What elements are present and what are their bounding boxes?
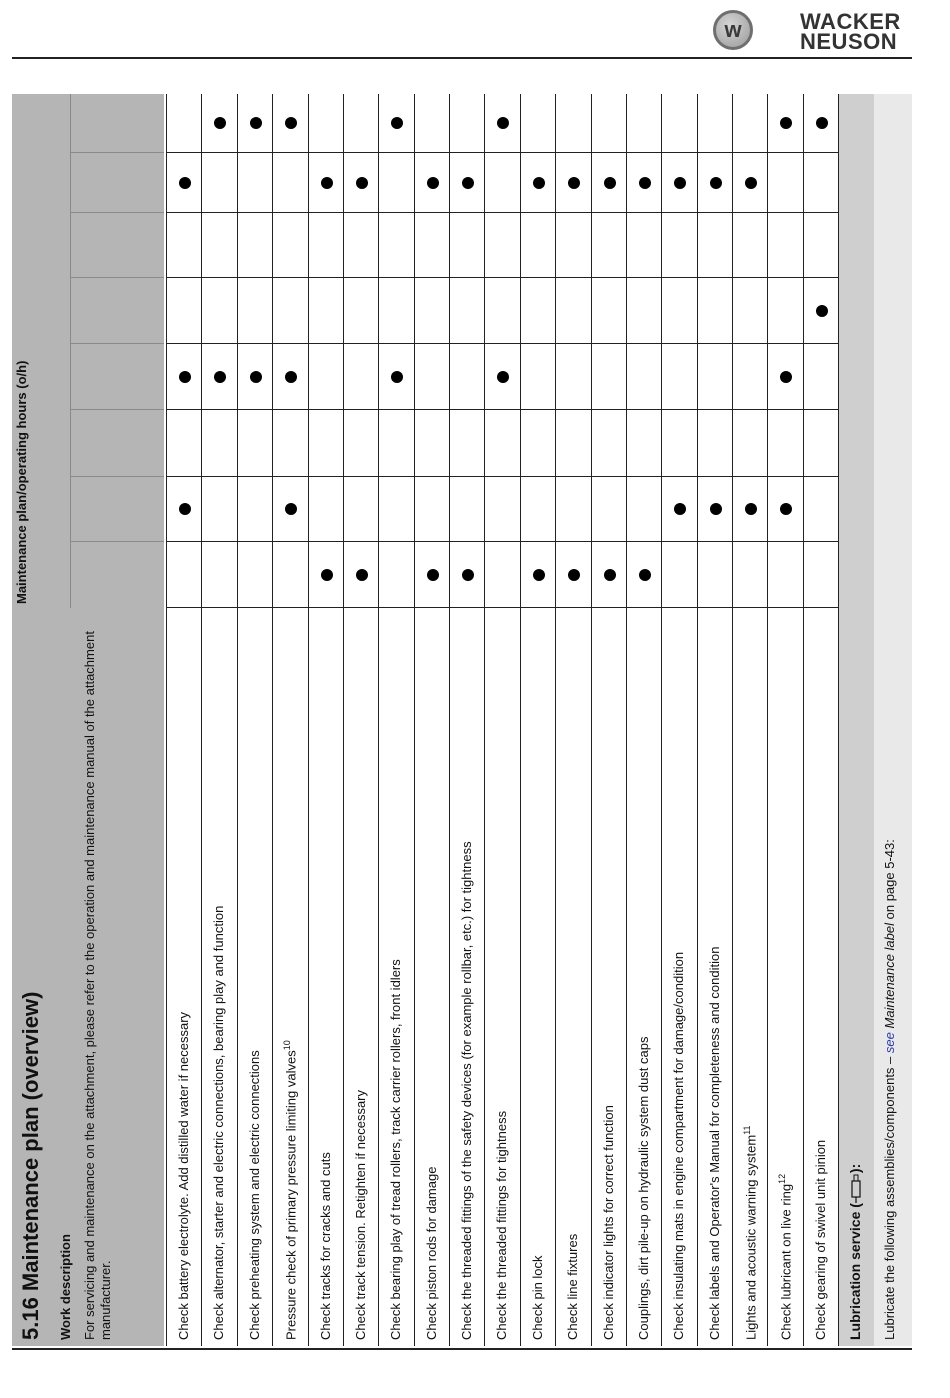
- table-row: [767, 94, 803, 1346]
- column-divider: [309, 152, 344, 153]
- column-divider: [521, 409, 556, 410]
- interval-dot: [816, 118, 828, 130]
- header-divider: [70, 94, 71, 608]
- column-divider: [202, 541, 238, 542]
- interval-dot: [533, 569, 545, 581]
- row-text: Check pin lock: [530, 1255, 545, 1340]
- interval-dot: [285, 504, 297, 516]
- column-divider: [698, 476, 733, 477]
- column-divider: [450, 476, 485, 477]
- column-divider: [521, 277, 556, 278]
- interval-dot: [780, 504, 792, 516]
- column-divider: [273, 152, 309, 153]
- column-divider: [273, 541, 309, 542]
- lubrication-text-after: on page 5-43:: [882, 839, 897, 923]
- row-text: Lights and acoustic warning system: [743, 1134, 759, 1340]
- lubrication-instruction: [874, 94, 912, 1346]
- bottom-rule: [12, 1348, 912, 1350]
- interval-dot: [285, 118, 297, 130]
- column-divider: [273, 607, 309, 608]
- column-divider: [309, 476, 344, 477]
- column-divider: [733, 541, 768, 542]
- row-description: [318, 620, 333, 1340]
- table-row: [732, 94, 767, 1346]
- column-divider: [768, 212, 804, 213]
- interval-dot: [427, 569, 439, 581]
- column-divider: [379, 409, 415, 410]
- row-description: [565, 620, 580, 1340]
- column-divider: [733, 607, 768, 608]
- column-divider: [202, 277, 238, 278]
- column-divider: [415, 541, 450, 542]
- section-title: 5.16 Maintenance plan (overview): [18, 991, 43, 1340]
- table-row: [201, 94, 237, 1346]
- table-row: [803, 94, 838, 1346]
- row-text: Check piston rods for damage: [424, 1166, 439, 1340]
- interval-dot: [250, 118, 262, 130]
- wacker-neuson-logo-icon: w: [713, 10, 753, 50]
- row-text: Pressure check of primary pressure limiting valves: [283, 1050, 299, 1340]
- table-row: [591, 94, 626, 1346]
- column-divider: [627, 607, 662, 608]
- table-row: [378, 94, 414, 1346]
- row-description: [247, 620, 262, 1340]
- table-row: [661, 94, 697, 1346]
- column-divider: [415, 607, 450, 608]
- column-divider: [415, 212, 450, 213]
- attachment-note: For servicing and maintenance on the attachment, please refer to the operation and maintenance manual of the attachment manufacturer.: [82, 631, 113, 1340]
- column-divider: [556, 212, 592, 213]
- column-divider: [485, 476, 521, 477]
- column-divider: [592, 277, 627, 278]
- interval-dot: [179, 177, 191, 189]
- column-divider: [627, 277, 662, 278]
- column-divider: [662, 476, 698, 477]
- column-divider: [450, 343, 485, 344]
- column-divider: [698, 277, 733, 278]
- column-divider: [379, 212, 415, 213]
- column-divider: [309, 212, 344, 213]
- interval-dot: [321, 177, 333, 189]
- column-divider: [202, 152, 238, 153]
- column-divider: [592, 152, 627, 153]
- column-divider: [662, 212, 698, 213]
- column-divider: [592, 343, 627, 344]
- column-divider: [662, 409, 698, 410]
- row-text: Check tracks for cracks and cuts: [318, 1152, 333, 1340]
- column-divider: [485, 212, 521, 213]
- header-column-divider: [70, 152, 164, 153]
- row-text: Couplings, dirt pile-up on hydraulic system dust caps: [636, 1036, 651, 1340]
- row-description: [176, 620, 191, 1340]
- interval-dot: [745, 504, 757, 516]
- row-text: Check preheating system and electric connections: [247, 1050, 262, 1340]
- interval-dot: [568, 569, 580, 581]
- table-row: [308, 94, 343, 1346]
- interval-dot: [674, 504, 686, 516]
- column-divider: [804, 277, 839, 278]
- column-divider: [309, 409, 344, 410]
- table-row: [555, 94, 591, 1346]
- column-divider: [521, 212, 556, 213]
- column-divider: [415, 277, 450, 278]
- column-divider: [415, 152, 450, 153]
- column-divider: [379, 476, 415, 477]
- column-divider: [344, 607, 379, 608]
- table-row: [166, 94, 201, 1346]
- column-divider: [592, 476, 627, 477]
- row-text: Check the threaded fittings for tightness: [494, 1110, 509, 1340]
- interval-dot: [179, 504, 191, 516]
- column-divider: [450, 607, 485, 608]
- column-divider: [485, 607, 521, 608]
- column-divider: [592, 409, 627, 410]
- column-divider: [804, 409, 839, 410]
- row-text: Check lubricant on live ring: [778, 1183, 794, 1340]
- column-divider: [415, 409, 450, 410]
- lubrication-text-before: Lubricate the following assemblies/components –: [882, 1053, 897, 1340]
- column-divider: [167, 152, 202, 153]
- column-divider: [202, 476, 238, 477]
- column-divider: [804, 343, 839, 344]
- column-divider: [768, 476, 804, 477]
- column-divider: [662, 277, 698, 278]
- column-divider: [238, 541, 273, 542]
- footnote-ref: 11: [742, 1125, 752, 1135]
- column-divider: [556, 607, 592, 608]
- lubrication-title: Lubrication service (: [847, 1203, 863, 1340]
- header-column-divider: [70, 212, 164, 213]
- column-divider: [344, 541, 379, 542]
- column-divider: [450, 152, 485, 153]
- footnote-ref: 12: [777, 1173, 787, 1184]
- maintenance-label-ref: Maintenance label: [882, 922, 897, 1029]
- interval-dot: [462, 177, 474, 189]
- interval-dot: [674, 177, 686, 189]
- grease-gun-icon: [851, 1173, 861, 1203]
- interval-dot: [179, 371, 191, 383]
- header-column-divider: [70, 277, 164, 278]
- row-text: Check line fixtures: [565, 1233, 580, 1340]
- column-divider: [273, 212, 309, 213]
- column-divider: [167, 277, 202, 278]
- interval-dot: [356, 569, 368, 581]
- column-divider: [450, 541, 485, 542]
- column-divider: [627, 152, 662, 153]
- column-divider: [627, 541, 662, 542]
- column-divider: [344, 476, 379, 477]
- interval-dot: [639, 569, 651, 581]
- column-divider: [627, 476, 662, 477]
- column-divider: [379, 152, 415, 153]
- column-divider: [202, 343, 238, 344]
- column-divider: [238, 476, 273, 477]
- column-divider: [662, 152, 698, 153]
- footnote-ref: 10: [282, 1040, 292, 1051]
- row-description: [353, 620, 368, 1340]
- column-divider: [344, 212, 379, 213]
- column-divider: [556, 343, 592, 344]
- column-divider: [627, 212, 662, 213]
- column-divider: [167, 212, 202, 213]
- column-divider: [804, 476, 839, 477]
- interval-dot: [391, 371, 403, 383]
- column-divider: [627, 343, 662, 344]
- column-divider: [698, 212, 733, 213]
- interval-dot: [497, 118, 509, 130]
- row-description: [742, 620, 758, 1340]
- column-divider: [309, 607, 344, 608]
- column-divider: [768, 343, 804, 344]
- column-divider: [804, 541, 839, 542]
- table-row: [449, 94, 484, 1346]
- column-divider: [733, 476, 768, 477]
- column-divider: [202, 409, 238, 410]
- interval-dot: [568, 177, 580, 189]
- column-divider: [556, 277, 592, 278]
- column-divider: [556, 541, 592, 542]
- column-divider: [167, 343, 202, 344]
- column-divider: [592, 607, 627, 608]
- row-description: [707, 620, 722, 1340]
- column-divider: [485, 409, 521, 410]
- brand-name: WACKER NEUSON: [800, 9, 901, 54]
- column-divider: [733, 277, 768, 278]
- column-divider: [733, 212, 768, 213]
- row-description: [636, 620, 651, 1340]
- column-divider: [804, 152, 839, 153]
- column-divider: [768, 607, 804, 608]
- table-row: [237, 94, 272, 1346]
- column-divider: [698, 152, 733, 153]
- see-link[interactable]: see: [882, 1032, 897, 1054]
- table-row: [343, 94, 378, 1346]
- column-divider: [167, 409, 202, 410]
- top-rule: [12, 57, 912, 59]
- column-divider: [804, 212, 839, 213]
- column-divider: [415, 343, 450, 344]
- row-description: [424, 620, 439, 1340]
- interval-dot: [391, 118, 403, 130]
- column-divider: [167, 541, 202, 542]
- interval-dot: [816, 305, 828, 317]
- row-text: Check the threaded fittings of the safety devices (for example rollbar, etc.) for tightness: [459, 841, 474, 1340]
- lubrication-label: [847, 1164, 863, 1340]
- row-text: Check labels and Operator's Manual for completeness and condition: [707, 946, 722, 1340]
- column-divider: [627, 409, 662, 410]
- table-row: [697, 94, 732, 1346]
- row-description: [813, 620, 828, 1340]
- column-divider: [733, 152, 768, 153]
- row-text: Check indicator lights for correct function: [601, 1105, 616, 1340]
- column-divider: [202, 607, 238, 608]
- lubrication-title-end: ):: [847, 1163, 863, 1174]
- column-divider: [733, 343, 768, 344]
- column-divider: [309, 277, 344, 278]
- hours-header-label: Maintenance plan/operating hours (o/h): [14, 360, 29, 604]
- column-divider: [273, 476, 309, 477]
- column-divider: [450, 277, 485, 278]
- work-description-label: Work description: [58, 1234, 73, 1340]
- table-row: [414, 94, 449, 1346]
- column-divider: [662, 607, 698, 608]
- column-divider: [485, 541, 521, 542]
- column-divider: [273, 277, 309, 278]
- column-divider: [238, 152, 273, 153]
- column-divider: [379, 343, 415, 344]
- header-column-divider: [70, 476, 164, 477]
- interval-dot: [780, 371, 792, 383]
- row-description: [601, 620, 616, 1340]
- column-divider: [592, 212, 627, 213]
- row-text: Check insulating mats in engine compartment for damage/condition: [671, 951, 686, 1340]
- column-divider: [768, 541, 804, 542]
- column-divider: [521, 343, 556, 344]
- column-divider: [698, 343, 733, 344]
- interval-dot: [214, 118, 226, 130]
- header-column-divider: [70, 409, 164, 410]
- column-divider: [804, 607, 839, 608]
- column-divider: [698, 607, 733, 608]
- column-divider: [485, 343, 521, 344]
- column-divider: [344, 152, 379, 153]
- table-header-description: [12, 608, 164, 1346]
- interval-dot: [780, 118, 792, 130]
- column-divider: [238, 343, 273, 344]
- column-divider: [379, 607, 415, 608]
- column-divider: [768, 152, 804, 153]
- column-divider: [309, 343, 344, 344]
- lubrication-header: [838, 94, 874, 1346]
- row-description: [211, 620, 226, 1340]
- interval-dot: [639, 177, 651, 189]
- column-divider: [450, 409, 485, 410]
- table-row: [626, 94, 661, 1346]
- row-text: Check gearing of swivel unit pinion: [813, 1139, 828, 1340]
- interval-dot: [497, 371, 509, 383]
- interval-dot: [710, 177, 722, 189]
- column-divider: [768, 277, 804, 278]
- row-text: Check track tension. Retighten if necessary: [353, 1089, 368, 1340]
- column-divider: [344, 277, 379, 278]
- column-divider: [698, 409, 733, 410]
- interval-dot: [356, 177, 368, 189]
- column-divider: [556, 409, 592, 410]
- column-divider: [344, 409, 379, 410]
- row-text: Check bearing play of tread rollers, track carrier rollers, front idlers: [388, 959, 403, 1340]
- row-description: [530, 620, 545, 1340]
- column-divider: [273, 409, 309, 410]
- column-divider: [379, 541, 415, 542]
- column-divider: [662, 343, 698, 344]
- interval-dot: [250, 371, 262, 383]
- column-divider: [768, 409, 804, 410]
- column-divider: [167, 607, 202, 608]
- column-divider: [521, 476, 556, 477]
- column-divider: [415, 476, 450, 477]
- interval-dot: [604, 177, 616, 189]
- column-divider: [485, 277, 521, 278]
- row-description: [777, 620, 793, 1340]
- column-divider: [238, 277, 273, 278]
- column-divider: [344, 343, 379, 344]
- header-column-divider: [70, 541, 164, 542]
- column-divider: [698, 541, 733, 542]
- table-row: [484, 94, 520, 1346]
- column-divider: [238, 409, 273, 410]
- column-divider: [202, 212, 238, 213]
- column-divider: [556, 152, 592, 153]
- interval-dot: [321, 569, 333, 581]
- lubrication-text: [882, 839, 897, 1340]
- column-divider: [379, 277, 415, 278]
- column-divider: [662, 541, 698, 542]
- table-header-hours: [12, 94, 164, 608]
- column-divider: [521, 152, 556, 153]
- column-divider: [521, 541, 556, 542]
- column-divider: [238, 212, 273, 213]
- row-text: Check alternator, starter and electric connections, bearing play and function: [211, 905, 226, 1340]
- row-description: [282, 620, 298, 1340]
- row-text: Check battery electrolyte. Add distilled water if necessary: [176, 1011, 191, 1340]
- column-divider: [238, 607, 273, 608]
- column-divider: [485, 152, 521, 153]
- table-row: [520, 94, 555, 1346]
- interval-dot: [533, 177, 545, 189]
- table-row: [272, 94, 308, 1346]
- column-divider: [450, 212, 485, 213]
- row-description: [494, 620, 509, 1340]
- interval-dot: [745, 177, 757, 189]
- column-divider: [733, 409, 768, 410]
- column-divider: [521, 607, 556, 608]
- row-description: [671, 620, 686, 1340]
- header-column-divider: [70, 343, 164, 344]
- column-divider: [592, 541, 627, 542]
- interval-dot: [427, 177, 439, 189]
- interval-dot: [214, 371, 226, 383]
- row-description: [459, 620, 474, 1340]
- interval-dot: [710, 504, 722, 516]
- row-description: [388, 620, 403, 1340]
- column-divider: [273, 343, 309, 344]
- maintenance-table: [12, 94, 912, 1346]
- column-divider: [167, 476, 202, 477]
- interval-dot: [285, 371, 297, 383]
- interval-dot: [604, 569, 616, 581]
- column-divider: [556, 476, 592, 477]
- interval-dot: [462, 569, 474, 581]
- column-divider: [309, 541, 344, 542]
